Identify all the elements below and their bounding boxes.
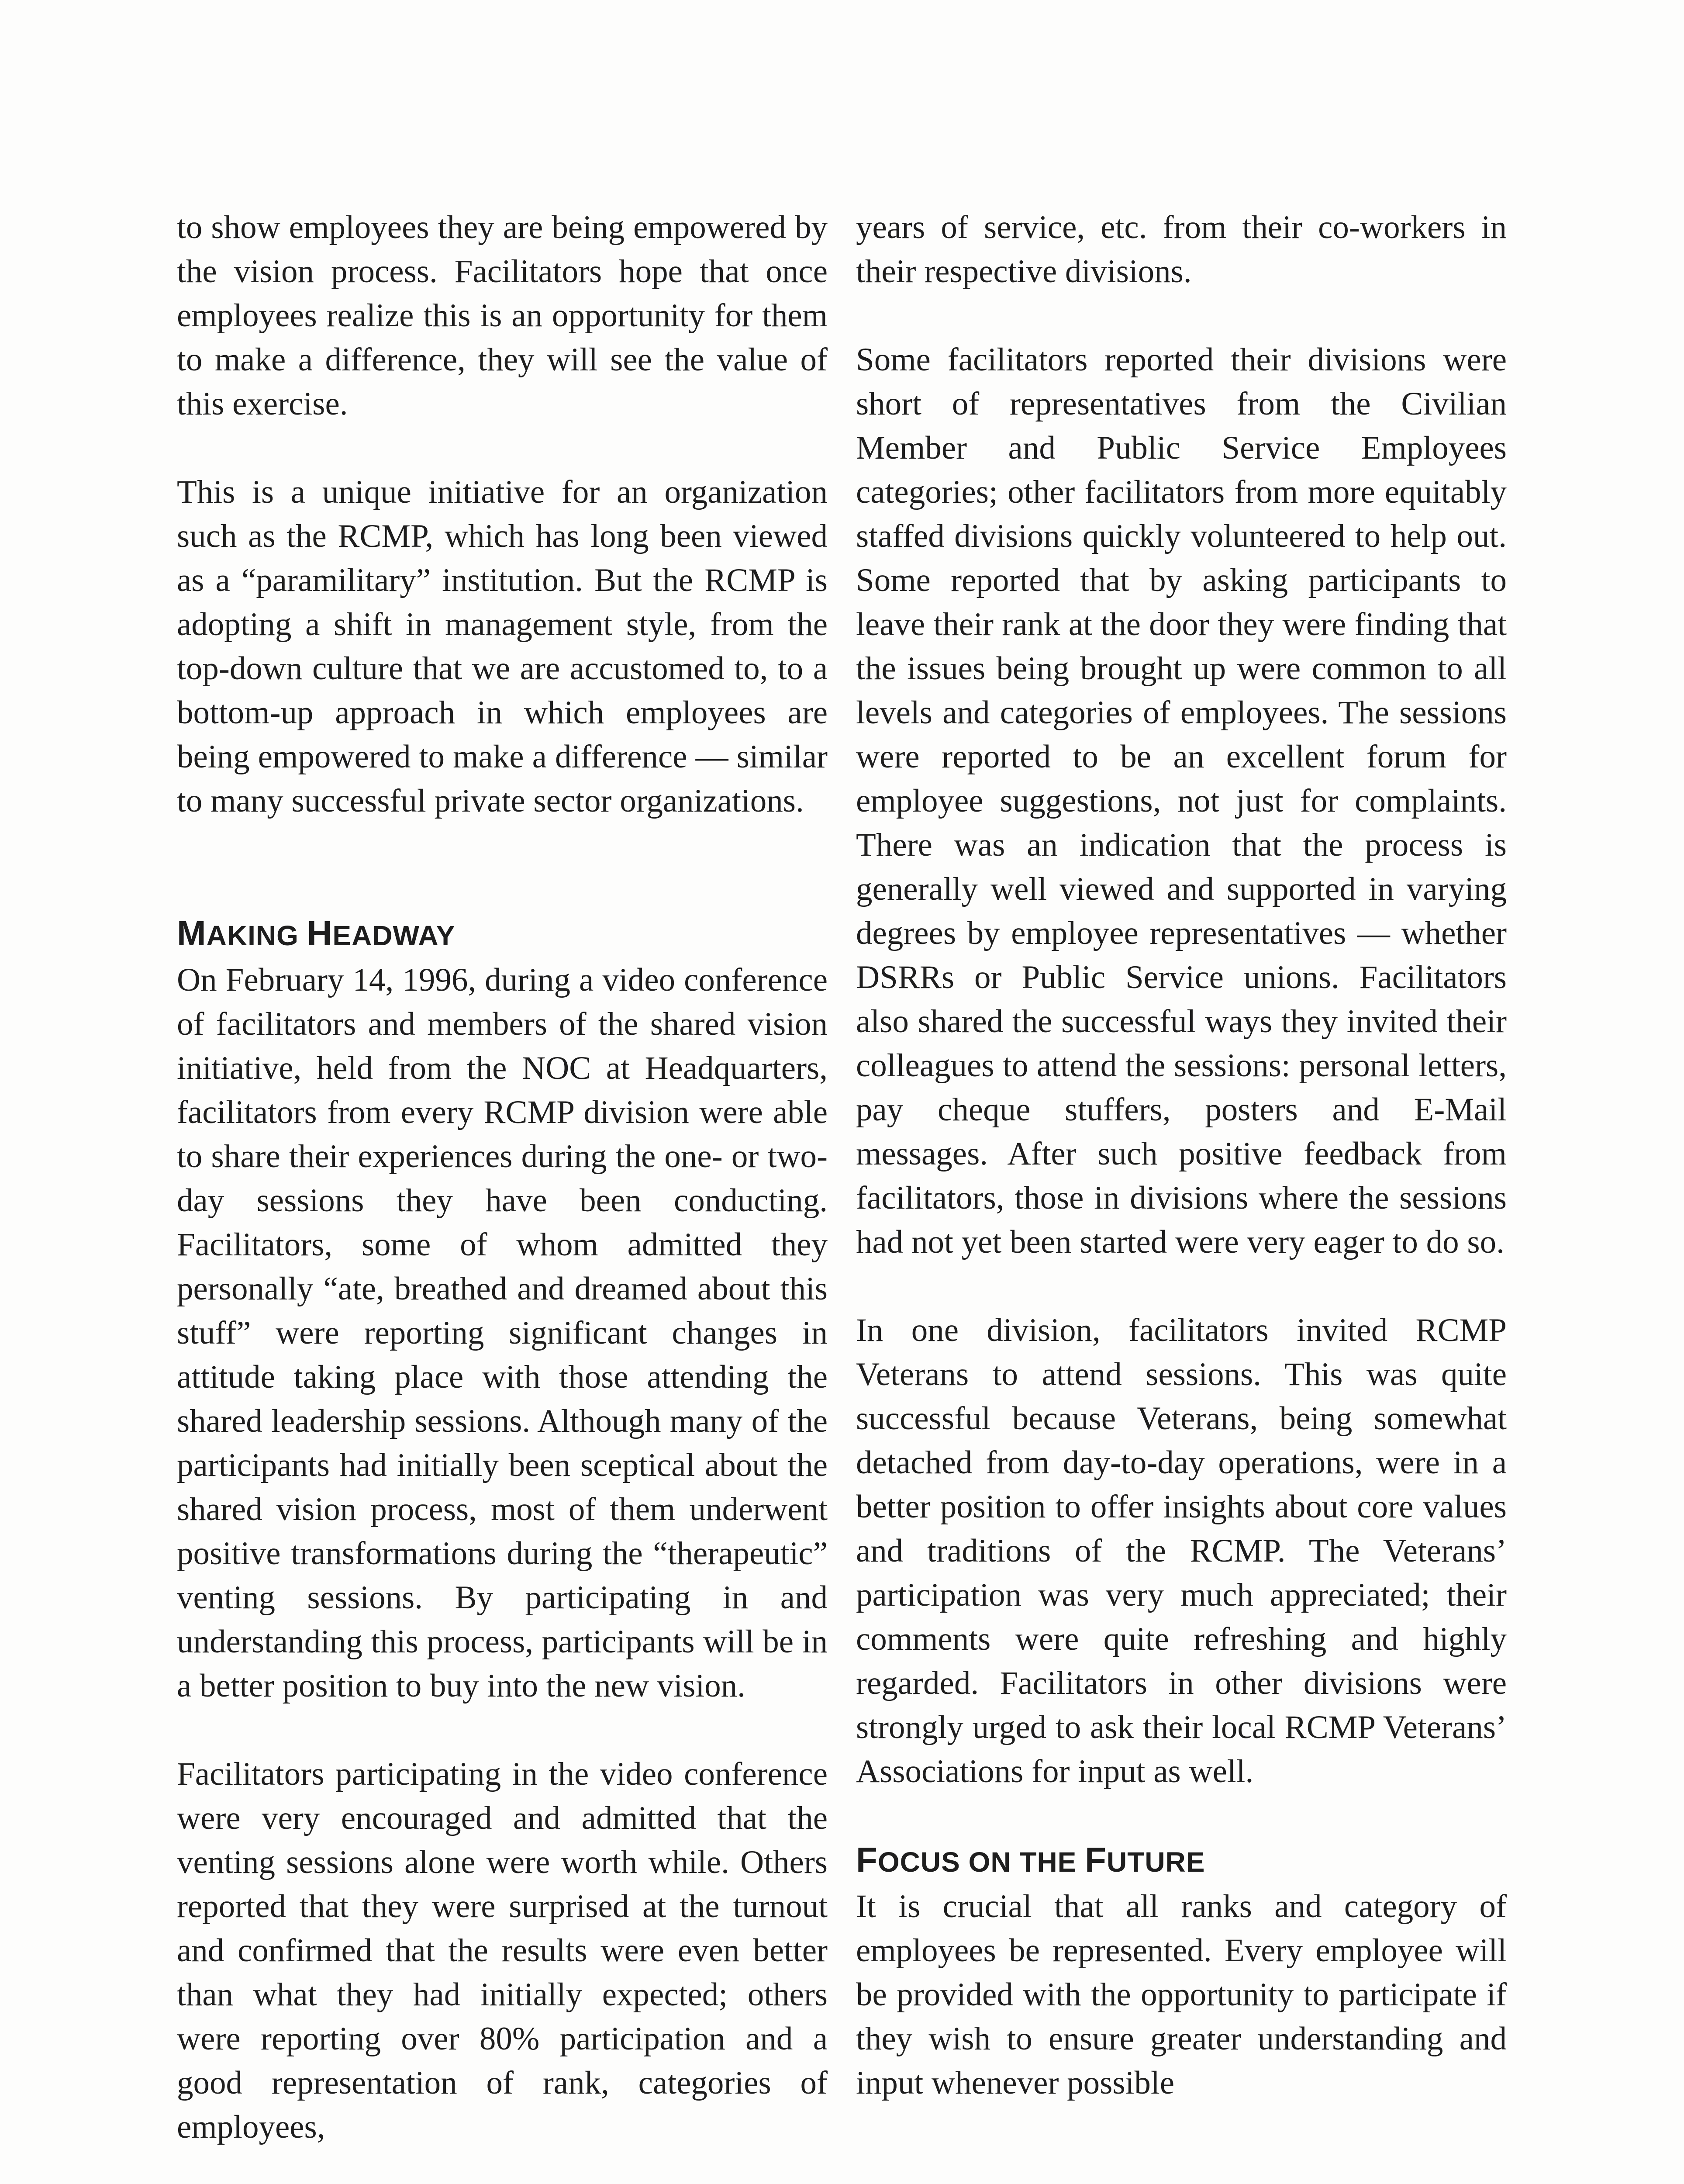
right-column — [856, 205, 1507, 2105]
body-paragraph: This is a unique initiative for an organization such as the RCMP, which has long been viewed as a “paramilitary” institution. But the RCMP is adopting a shift in management style, from the top-down culture that we are accustomed to, to a bottom-up approach in which employees are being empowered to make a difference — similar to many successful private sector organizations. — [177, 474, 828, 819]
body-paragraph: On February 14, 1996, during a video conference of facilitators and members of the shared vision initiative, held from the NOC at Headquarters, facilitators from every RCMP division were able to share their experiences during the one- or two-day sessions they have been conducting. Facilitators, some of whom admitted they personally “ate, breathed and dreamed about this stuff” were reporting significant changes in attitude taking place with those attending the shared leadership sessions. Although many of the participants had initially been sceptical about the shared vision process, most of them underwent positive transformations during the “therapeutic” venting sessions. By participating in and understanding this process, participants will be in a better position to buy into the new vision. — [177, 962, 828, 1704]
left-column — [177, 205, 828, 2149]
body-paragraph: Some facilitators reported their divisions were short of representatives from the Civilian Member and Public Service Employees categories; other facilitators from more equitably staffed divisions quickly volunteered to help out. Some reported that by asking participants to leave their rank at the door they were finding that the issues being brought up were common to all levels and categories of employees. The sessions were reported to be an excellent forum for employee suggestions, not just for complaints. There was an indication that the process is generally well viewed and supported in varying degrees by employee representatives — whether DSRRs or Public Service unions. Facilitators also shared the successful ways they invited their colleagues to attend the sessions: personal letters, pay cheque stuffers, posters and E-Mail messages. After such positive feedback from facilitators, those in divisions where the sessions had not yet been started were very eager to do so. — [856, 342, 1507, 1260]
body-paragraph: Facilitators participating in the video conference were very encouraged and admitted that the venting sessions alone were worth while. Others reported that they were surprised at the turnout and confirmed that the results were even better than what they had initially expected; others were reporting over 80% participation and a good representation of rank, categories of employees, — [177, 1756, 828, 2145]
body-paragraph: It is crucial that all ranks and category of employees be represented. Every employee will be provided with the opportunity to participate if they wish to ensure greater understanding and input whenever possible — [856, 1888, 1507, 2101]
section-heading-making-headway: MAKING HEADWAY — [177, 914, 456, 953]
body-paragraph: to show employees they are being empowered by the vision process. Facilitators hope that once employees realize this is an opportunity for them to make a difference, they will see the value of this exercise. — [177, 209, 828, 422]
section-heading-focus-on-the-future: FOCUS ON THE FUTURE — [856, 1840, 1205, 1879]
body-paragraph: years of service, etc. from their co-workers in their respective divisions. — [856, 209, 1507, 290]
body-paragraph: In one division, facilitators invited RCMP Veterans to attend sessions. This was quite successful because Veterans, being somewhat detached from day-to-day operations, were in a better position to offer insights about core values and traditions of the RCMP. The Veterans’ participation was very much appreciated; their comments were quite refreshing and highly regarded. Facilitators in other divisions were strongly urged to ask their local RCMP Veterans’ Associations for input as well. — [856, 1312, 1507, 1790]
spacer — [177, 823, 828, 867]
